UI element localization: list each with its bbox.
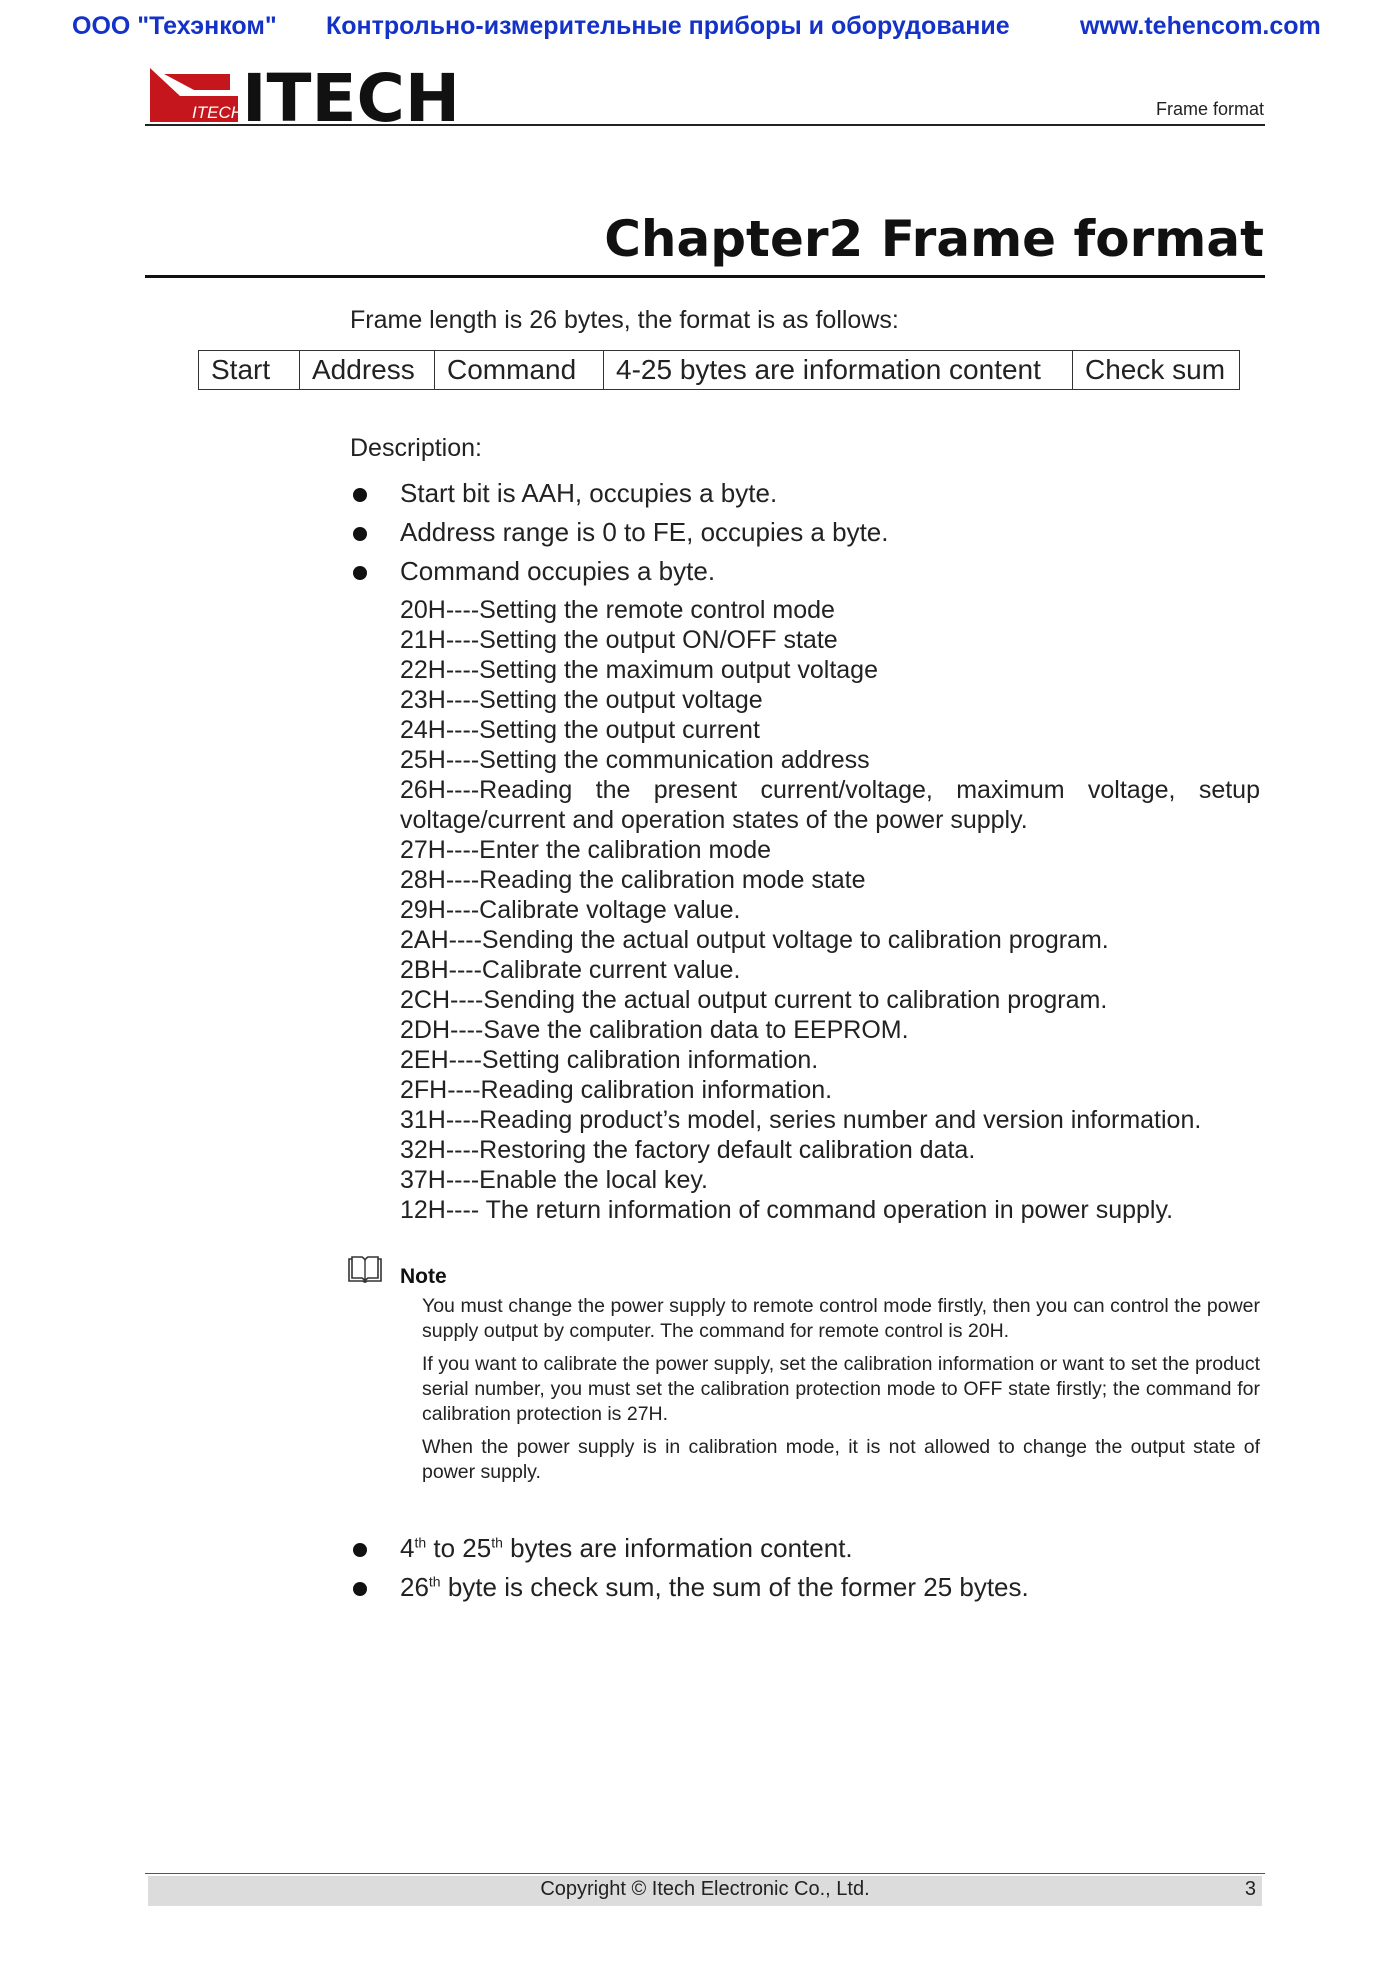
bullet-dot-icon <box>353 527 367 541</box>
top-banner <box>0 12 1400 52</box>
command-item: 29H----Calibrate voltage value. <box>400 896 741 924</box>
book-icon <box>347 1255 383 1285</box>
command-item: 21H----Setting the output ON/OFF state <box>400 626 838 654</box>
description-label: Description: <box>350 434 482 462</box>
command-item: 12H---- The return information of command operation in power supply. <box>400 1196 1174 1224</box>
command-item: 2CH----Sending the actual output current to calibration program. <box>400 986 1108 1014</box>
note-paragraph: If you want to calibrate the power supply, set the calibration information or want to set the product serial number, you must set the calibration protection mode to OFF state firstly; the command for calibration protection is 27H. <box>422 1353 1260 1425</box>
note-title: Note <box>400 1265 447 1288</box>
command-list <box>400 595 1260 1225</box>
footer <box>148 1876 1262 1906</box>
bullet-dot-icon <box>353 566 367 580</box>
command-item: 23H----Setting the output voltage <box>400 686 763 714</box>
bullet-dot-icon <box>353 488 367 502</box>
command-item: 20H----Setting the remote control mode <box>400 596 835 624</box>
cell-info-content: 4-25 bytes are information content <box>604 351 1073 390</box>
table-row <box>199 351 1240 390</box>
command-item: 2EH----Setting calibration information. <box>400 1046 819 1074</box>
cell-address: Address <box>300 351 435 390</box>
footer-copyright: Copyright © Itech Electronic Co., Ltd. <box>540 1878 870 1900</box>
banner-description: Контрольно-измерительные приборы и оборудование <box>326 12 1010 40</box>
command-item: 24H----Setting the output current <box>400 716 760 744</box>
banner-company: ООО "Техэнком" <box>72 12 277 40</box>
cell-start: Start <box>199 351 300 390</box>
bullet-text: 4th to 25th bytes are information content. <box>400 1533 853 1563</box>
chapter-title: Chapter2 Frame format <box>604 210 1264 268</box>
cell-command: Command <box>435 351 604 390</box>
note-body <box>422 1294 1260 1493</box>
footer-divider <box>145 1873 1265 1874</box>
command-item: 25H----Setting the communication address <box>400 746 870 774</box>
command-item: 2BH----Calibrate current value. <box>400 956 741 984</box>
logo-wordmark: ITECH <box>242 66 460 124</box>
command-item: 26H----Reading the present current/voltage, maximum voltage, setup voltage/current and operation states of the power supply. <box>400 776 1260 834</box>
command-item: 37H----Enable the local key. <box>400 1166 709 1194</box>
intro-text: Frame length is 26 bytes, the format is as follows: <box>350 306 899 334</box>
command-item: 2AH----Sending the actual output voltage to calibration program. <box>400 926 1109 954</box>
command-item: 27H----Enter the calibration mode <box>400 836 771 864</box>
command-item: 31H----Reading product’s model, series number and version information. <box>400 1106 1202 1134</box>
header-section-title: Frame format <box>1155 99 1264 119</box>
command-item: 22H----Setting the maximum output voltage <box>400 656 878 684</box>
bullet-text: Command occupies a byte. <box>400 556 716 586</box>
frame-format-table <box>198 350 1240 390</box>
bullet-text: Address range is 0 to FE, occupies a byte. <box>400 517 889 547</box>
cell-check-sum: Check sum <box>1073 351 1240 390</box>
bullet-text: 26th byte is check sum, the sum of the former 25 bytes. <box>400 1572 1029 1602</box>
command-item: 28H----Reading the calibration mode state <box>400 866 866 894</box>
logo-badge-text: ITECH <box>192 103 243 122</box>
page-number: 3 <box>1244 1878 1256 1900</box>
bullet-dot-icon <box>353 1543 367 1557</box>
command-item: 2FH----Reading calibration information. <box>400 1076 833 1104</box>
itech-logo <box>150 66 462 124</box>
banner-website[interactable]: www.tehencom.com <box>1080 12 1321 40</box>
note-paragraph: When the power supply is in calibration mode, it is not allowed to change the output state of power supply. <box>422 1436 1260 1483</box>
bullet-dot-icon <box>353 1582 367 1596</box>
chapter-divider <box>145 275 1265 278</box>
note-paragraph: You must change the power supply to remote control mode firstly, then you can control the power supply output by computer. The command for remote control is 20H. <box>422 1295 1260 1342</box>
bullet-text: Start bit is AAH, occupies a byte. <box>400 478 778 508</box>
command-item: 32H----Restoring the factory default calibration data. <box>400 1136 976 1164</box>
header-divider <box>145 124 1265 126</box>
command-item: 2DH----Save the calibration data to EEPROM. <box>400 1016 909 1044</box>
